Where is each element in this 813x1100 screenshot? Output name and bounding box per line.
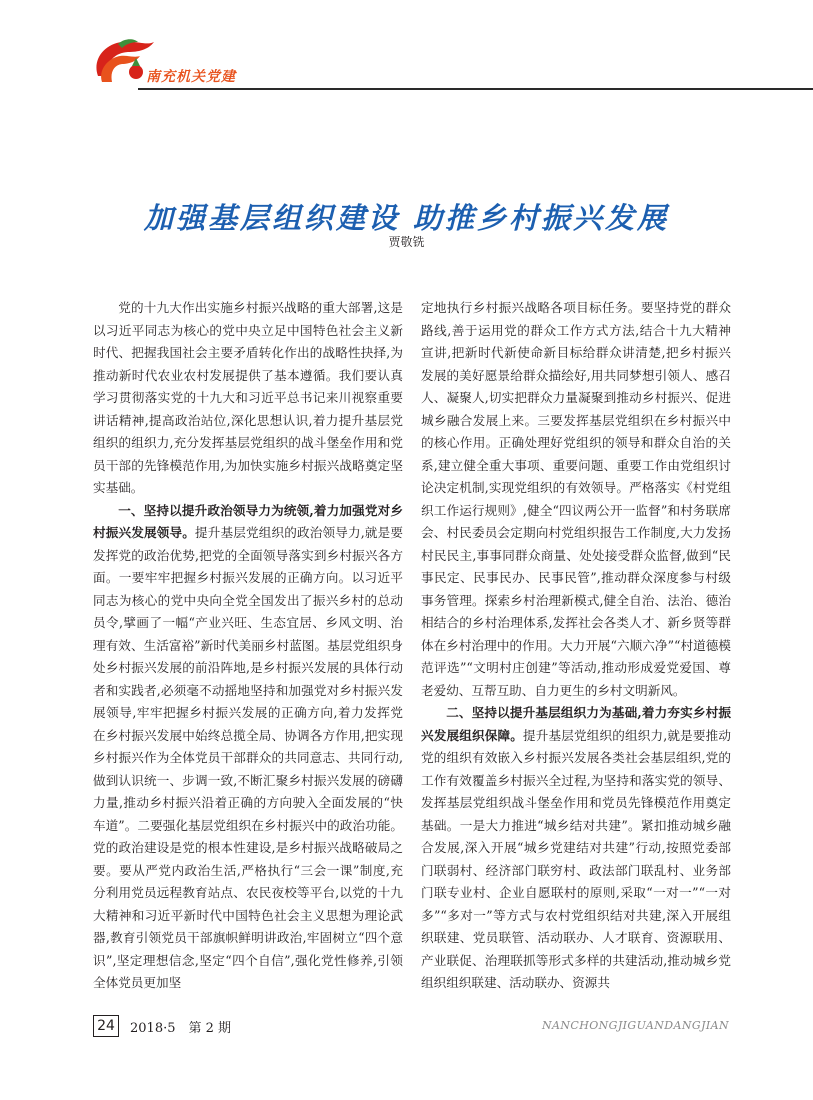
section-two-paragraph bbox=[421, 702, 731, 995]
intro-paragraph: 党的十九大作出实施乡村振兴战略的重大部署,这是以习近平同志为核心的党中央立足中国特色社会主义新时代、把握我国社会主要矛盾转化作出的战略性抉择,为推动新时代农业农村发展提供了基本遵循。我们要认真学习贯彻落实党的十九大和习近平总书记来川视察重要讲话精神,提高政治站位,深化思想认识,着力提升基层党组织的组织力,充分发挥基层党组织的战斗堡垒作用和党员干部的先锋模范作用,为加快实施乡村振兴战略奠定坚实基础。 bbox=[93, 300, 403, 495]
issue-info: 2018·5 第 2 期 bbox=[130, 1021, 232, 1036]
section-one-heading: 一、坚持以提升政治领导力为统领,着力加强党对乡村振兴发展领导。 bbox=[93, 502, 403, 540]
left-column bbox=[93, 297, 403, 995]
page-header bbox=[0, 0, 813, 100]
section-one-paragraph bbox=[93, 500, 403, 995]
article-author: 贾敬铣 bbox=[388, 235, 425, 249]
header-divider bbox=[138, 88, 813, 90]
right-column bbox=[421, 297, 731, 995]
footer-publication-name: NANCHONGJIGUANDANGJIAN bbox=[542, 1019, 729, 1032]
section-one-body: 提升基层党组织的政治领导力,就是要发挥党的政治优势,把党的全面领导落实到乡村振兴各方面。一要牢牢把握乡村振兴发展的正确方向。以习近平同志为核心的党中央向全党全国发出了振兴乡村的总动员令,擘画了一幅“产业兴旺、生态宜居、乡风文明、治理有效、生活富裕”新时代美丽乡村蓝图。基层党组织身处乡村振兴发展的前沿阵地,是乡村振兴发展的具体行动者和实践者,必须毫不动摇地坚持和加强党对乡村振兴发展领导,牢牢把握乡村振兴发展的正确方向,着力发挥党在乡村振兴发展中始终总揽全局、协调各方作用,把实现乡村振兴作为全体党员干部群众的共同意志、共同行动,做到认识统一、步调一致,不断汇聚乡村振兴发展的磅礴力量,推动乡村振兴沿着正确的方向驶入全面发展的“快车道”。二要强化基层党组织在乡村振兴中的政治功能。党的政治建设是党的根本性建设,是乡村振兴战略破局之要。要从严党内政治生活,严格执行“三会一课”制度,充分利用党员远程教育站点、农民夜校等平台,以党的十九大精神和习近平新时代中国特色社会主义思想为理论武器,教育引领党员干部旗帜鲜明讲政治,牢固树立“四个意识”,坚定理想信念,坚定“四个自信”,强化党性修养,引领全体党员更加坚 bbox=[93, 525, 403, 990]
page-footer bbox=[0, 1015, 813, 1045]
article-title: 加强基层组织建设 助推乡村振兴发展 bbox=[143, 201, 670, 236]
magazine-brand-name: 南充机关党建 bbox=[146, 69, 236, 85]
section-two-heading: 二、坚持以提升基层组织力为基础,着力夯实乡村振兴发展组织保障。 bbox=[421, 705, 731, 743]
page-number: 24 bbox=[93, 1015, 119, 1037]
section-two-body: 提升基层党组织的组织力,就是要推动党的组织有效嵌入乡村振兴发展各类社会基层组织,党的工作有效覆盖乡村振兴全过程,为坚持和落实党的领导、发挥基层党组织战斗堡垒作用和党员先锋模范作用奠定基础。一是大力推进“城乡结对共建”。紧扣推动城乡融合发展,深入开展“城乡党建结对共建”行动,按照党委部门联弱村、经济部门联穷村、政法部门联乱村、业务部门联专业村、企业自愿联村的原则,采取“一对一”“一对多”“多对一”等方式与农村党组织结对共建,深入开展组织联建、党员联管、活动联办、人才联育、资源联用、产业联促、治理联抓等形式多样的共建活动,推动城乡党组织组织联建、活动联办、资源共 bbox=[421, 727, 731, 990]
continued-paragraph: 定地执行乡村振兴战略各项目标任务。要坚持党的群众路线,善于运用党的群众工作方式方法,结合十九大精神宣讲,把新时代新使命新目标给群众讲清楚,把乡村振兴发展的美好愿景给群众描绘好,用共同梦想引领人、感召人、凝聚人,切实把群众力量凝聚到推动乡村振兴、促进城乡融合发展上来。三要发挥基层党组织在乡村振兴中的核心作用。正确处理好党组织的领导和群众自治的关系,建立健全重大事项、重要问题、重要工作由党组织讨论决定机制,实现党组织的有效领导。严格落实《村党组织工作运行规则》,健全“四议两公开一监督”和村务联席会、村民委员会定期向村党组织报告工作制度,大力发扬村民民主,事事同群众商量、处处接受群众监督,做到“民事民定、民事民办、民事民管”,推动群众深度参与村级事务管理。探索乡村治理新模式,健全自治、法治、德治相结合的乡村治理体系,发挥社会各类人才、新乡贤等群体在乡村治理中的作用。大力开展“六顺六净”“村道德模范评选”“文明村庄创建”等活动,推动形成爱党爱国、尊老爱幼、互帮互助、自力更生的乡村文明新风。 bbox=[421, 300, 731, 698]
